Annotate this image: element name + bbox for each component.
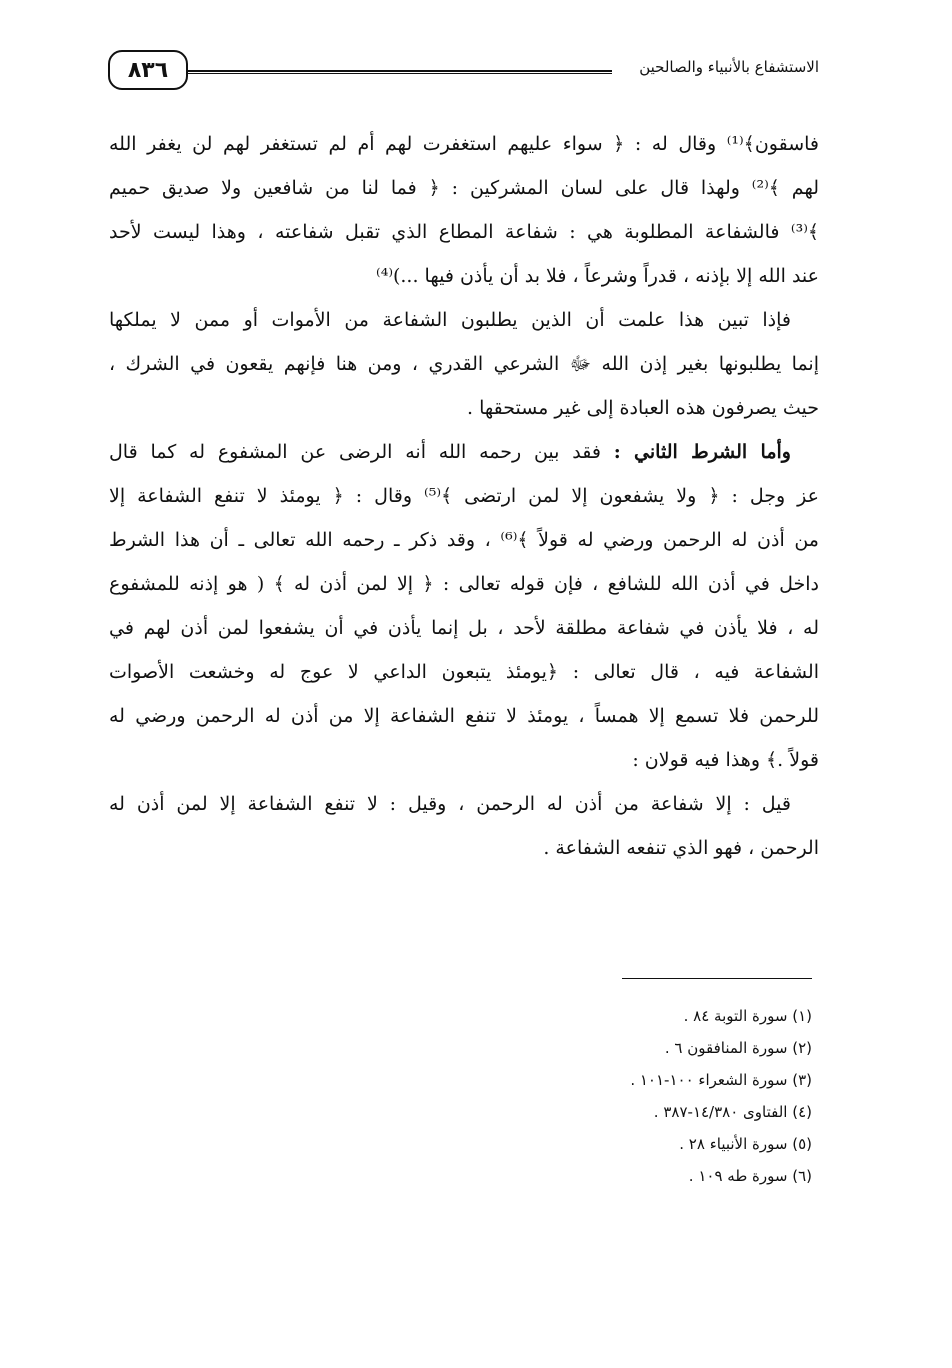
running-title: الاستشفاع بالأنبياء والصالحين xyxy=(639,58,819,76)
paragraph-start-line: فإذا تبين هذا علمت أن الذين يطلبون الشفاعة من الأموات أو ممن لا يملكها xyxy=(109,309,791,331)
text-line: حيث يصرفون هذه العبادة إلى غير مستحقها . xyxy=(466,397,819,419)
paragraph-start-line: قيل : إلا شفاعة من أذن له الرحمن ، وقيل : لا تنفع الشفاعة إلا لمن أذن له xyxy=(109,793,791,815)
paragraph-start-line xyxy=(109,430,819,474)
text-line: عند الله إلا بإذنه ، قدراً وشرعاً ، فلا بد أن يأذن فيها ...)⁽⁴⁾ xyxy=(376,265,819,287)
footnote: (٣) سورة الشعراء ١٠٠-١٠١ . xyxy=(630,1071,812,1089)
section-lead-bold: وأما الشرط الثاني : xyxy=(613,441,791,463)
footnote-separator xyxy=(622,978,812,979)
footnote: (١) سورة التوبة ٨٤ . xyxy=(683,1007,812,1025)
page-number: ٨٣٦ xyxy=(108,50,188,90)
text-line: الرحمن ، فهو الذي تنفعه الشفاعة . xyxy=(543,837,819,859)
text-line: من أذن له الرحمن ورضي له قولاً ﴾⁽⁶⁾ ، وقد ذكر ـ رحمه الله تعالى ـ أن هذا الشرط xyxy=(109,529,819,551)
footnote: (٥) سورة الأنبياء ٢٨ . xyxy=(679,1135,812,1153)
section-lead-text: فقد بين رحمه الله أنه الرضى عن المشفوع له كما قال xyxy=(109,441,601,463)
text-line: إنما يطلبونها بغير إذن الله ﷻ الشرعي القدري ، ومن هنا فإنهم يقعون في الشرك ، xyxy=(109,353,819,375)
text-line: الشفاعة فيه ، قال تعالى : ﴿يومئذ يتبعون الداعي لا عوج له وخشعت الأصوات xyxy=(109,661,819,683)
footnote: (٢) سورة المنافقون ٦ . xyxy=(664,1039,812,1057)
text-line: لهم ﴾⁽²⁾ ولهذا قال على لسان المشركين : ﴿ فما لنا من شافعين ولا صديق حميم xyxy=(109,177,820,199)
footnote: (٦) سورة طه ١٠٩ . xyxy=(688,1167,812,1185)
text-line: له ، فلا يأذن في شفاعة مطلقة لأحد ، بل إنما يأذن في أن يشفعوا لمن أذن لهم في xyxy=(109,617,819,639)
text-line: داخل في أذن الله للشافع ، فإن قوله تعالى : ﴿ إلا لمن أذن له ﴾ ( هو إذنه للمشفوع xyxy=(109,573,819,595)
text-line: عز وجل : ﴿ ولا يشفعون إلا لمن ارتضى ﴾⁽⁵⁾ وقال : ﴿ يومئذ لا تنفع الشفاعة إلا xyxy=(109,485,819,507)
footnote: (٤) الفتاوى ١٤/٣٨٠-٣٨٧ . xyxy=(653,1103,812,1121)
text-line: فاسقون﴾⁽¹⁾ وقال له : ﴿ سواء عليهم استغفرت لهم أم لم تستغفر لهم لن يغفر الله xyxy=(109,133,819,155)
text-line: قولاً .﴾ وهذا فيه قولان : xyxy=(632,749,819,771)
footnotes xyxy=(412,1000,812,1192)
text-line: ﴾⁽³⁾ فالشفاعة المطلوبة هي : شفاعة المطاع الذي تقبل شفاعته ، وهذا ليست لأحد xyxy=(109,221,819,243)
header-rule xyxy=(188,70,612,74)
body-text xyxy=(109,122,819,870)
text-line: للرحمن فلا تسمع إلا همساً ، يومئذ لا تنفع الشفاعة إلا من أذن له الرحمن ورضي له xyxy=(109,705,819,727)
